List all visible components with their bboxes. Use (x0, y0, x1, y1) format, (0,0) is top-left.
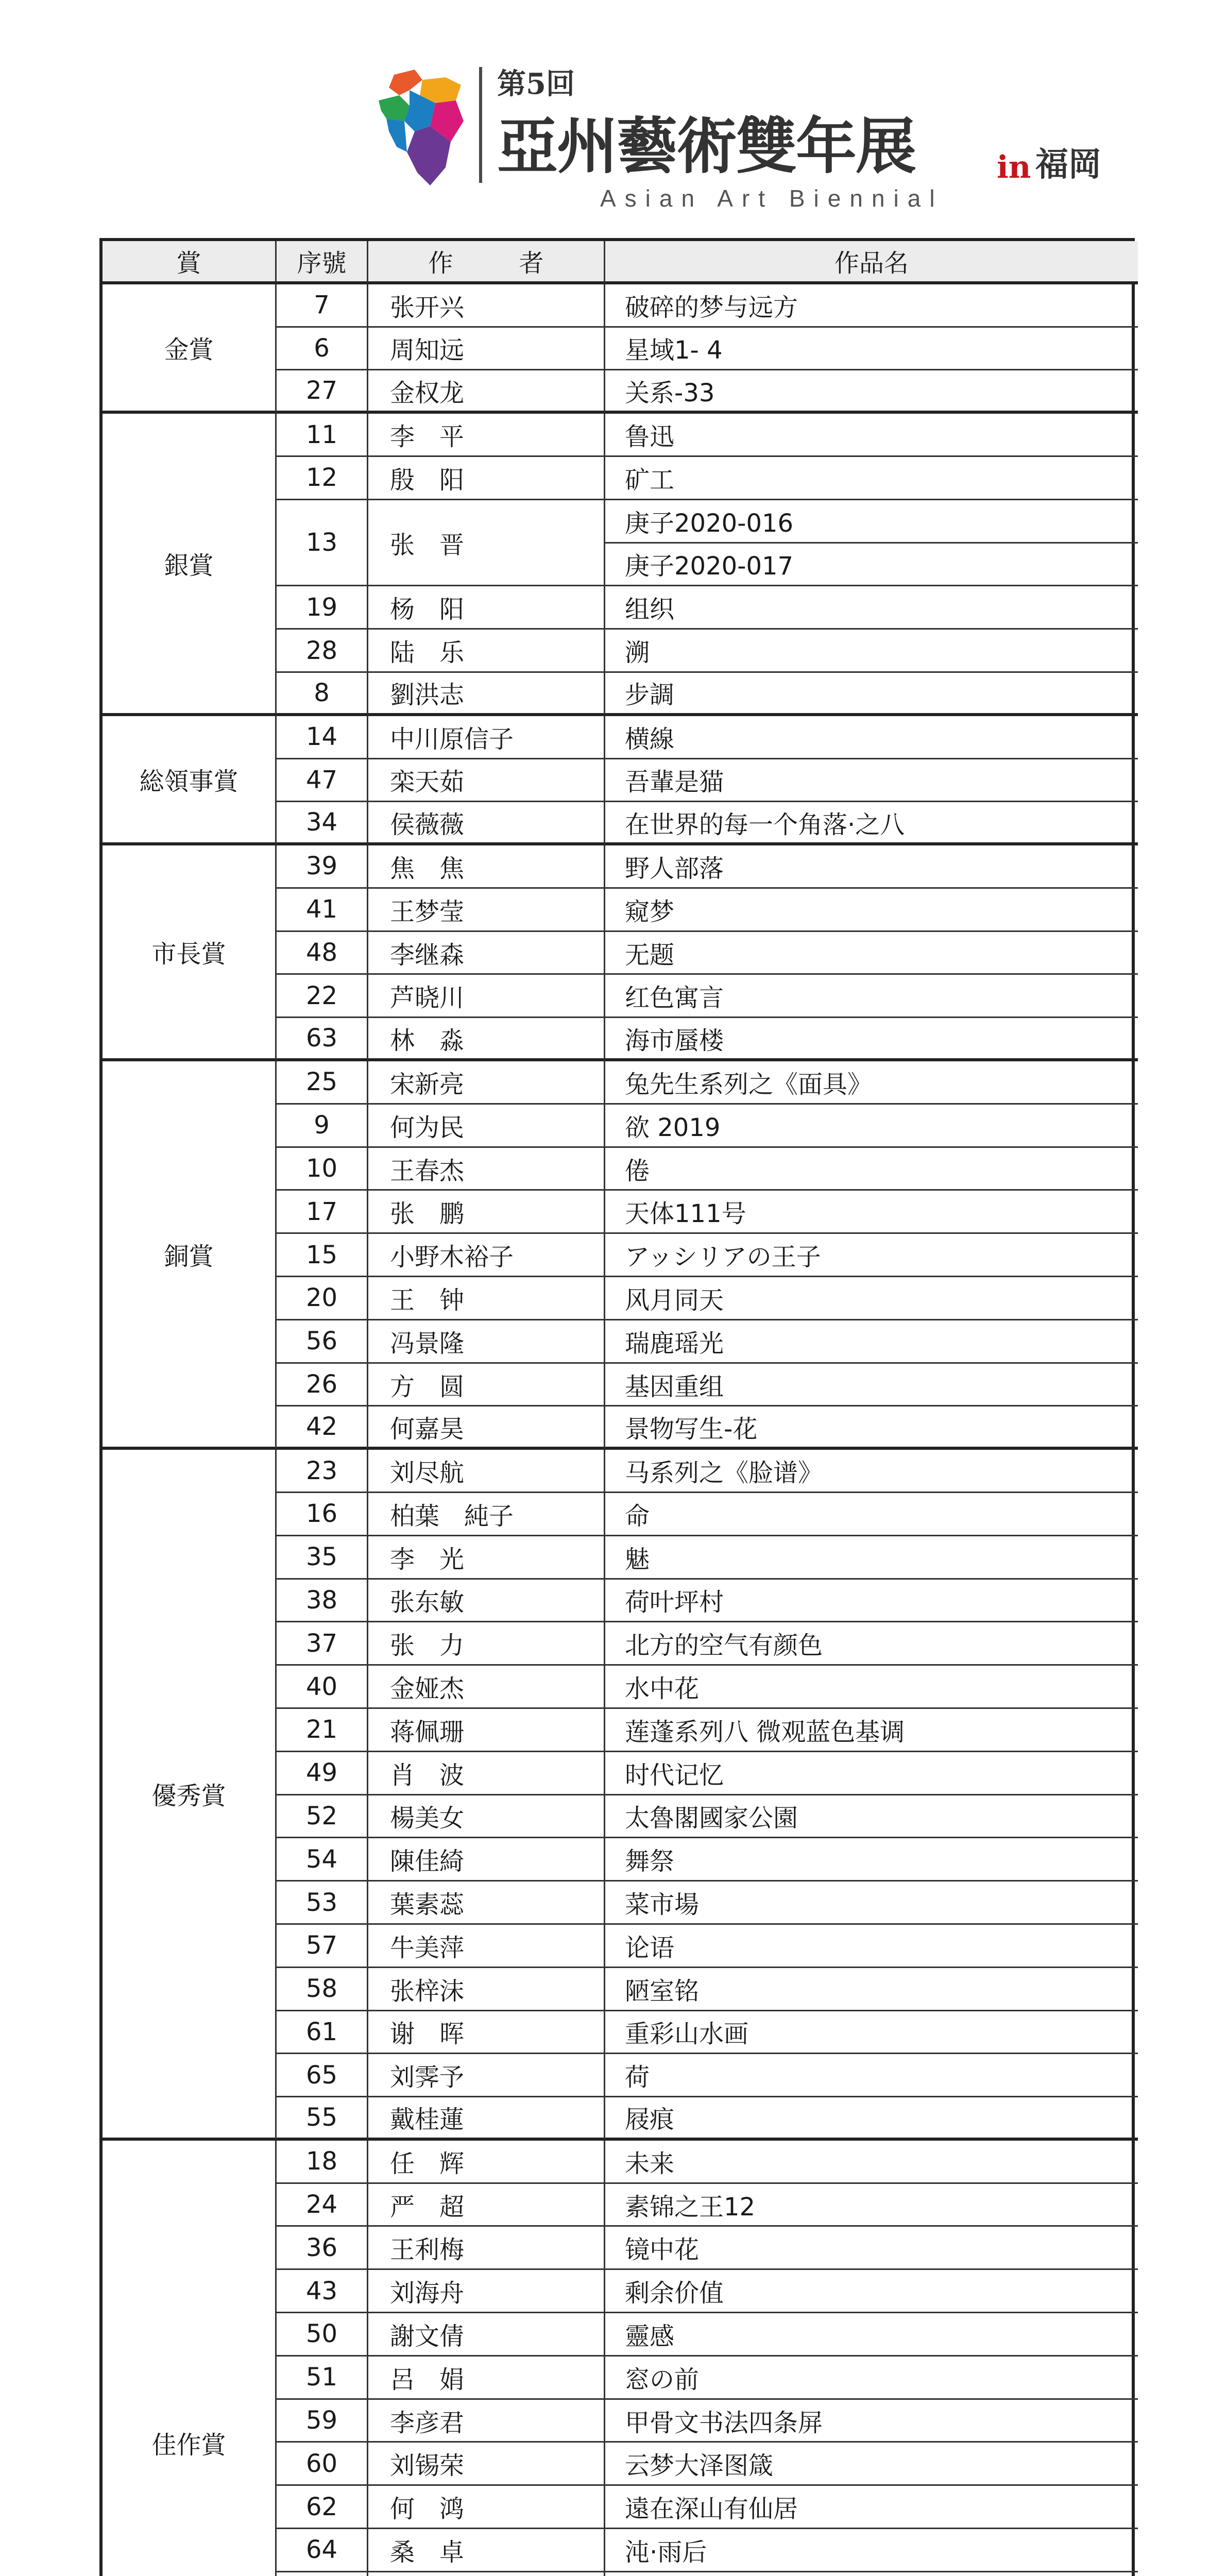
artwork-title: 溯 (605, 630, 1138, 673)
artist-name: 楊美女 (368, 1795, 605, 1839)
artist-name: 焦 焦 (368, 845, 605, 889)
artist-name: 陆 乐 (368, 630, 605, 673)
entry-number: 41 (277, 889, 368, 932)
artwork-title: 遠在深山有仙居 (605, 2486, 1138, 2529)
artwork-title: 倦 (605, 1148, 1138, 1191)
artist-name: 王梦莹 (368, 889, 605, 932)
artist-name: 葉素蕊 (368, 1882, 605, 1925)
artist-name: 李继森 (368, 932, 605, 975)
artist-name: 戴桂蓮 (368, 2097, 605, 2141)
artwork-title: 素锦之王12 (605, 2184, 1138, 2227)
entry-number: 10 (277, 1148, 368, 1191)
award-category: 佳作賞 (103, 2141, 277, 2576)
artwork-title: 镜中花 (605, 2227, 1138, 2270)
artwork-title: 荷叶坪村 (605, 1580, 1138, 1623)
artwork-title: 未来 (605, 2141, 1138, 2184)
artist-name: 严 超 (368, 2184, 605, 2227)
kyushu-map-logo-icon (379, 70, 471, 193)
award-category: 市長賞 (103, 845, 277, 1061)
entry-number: 52 (277, 1795, 368, 1839)
entry-number: 16 (277, 1493, 368, 1536)
entry-number: 17 (277, 1191, 368, 1234)
entry-number: 58 (277, 1968, 368, 2011)
artist-name: 张 鹏 (368, 1191, 605, 1234)
award-category: 銅賞 (103, 1061, 277, 1450)
artwork-title: 重彩山水画 (605, 2011, 1138, 2055)
artist-name: 何 鸿 (368, 2486, 605, 2529)
artist-name: 刘霁予 (368, 2054, 605, 2097)
header-number: 序號 (277, 241, 368, 284)
entry-number: 54 (277, 1838, 368, 1882)
artist-name: 芦晓川 (368, 975, 605, 1018)
header-work: 作品名 (605, 241, 1138, 284)
artwork-title: 舞祭 (605, 1838, 1138, 1882)
entry-number: 60 (277, 2443, 368, 2486)
entry-number: 63 (277, 1018, 368, 1061)
artist-name: 殷 阳 (368, 457, 605, 500)
artwork-title: 屐痕 (605, 2097, 1138, 2141)
artist-name: 方 圆 (368, 1364, 605, 1407)
entry-number: 51 (277, 2357, 368, 2400)
artist-name: 金权龙 (368, 370, 605, 414)
artwork-title: 无题 (605, 932, 1138, 975)
artwork-title: 窥梦 (605, 889, 1138, 932)
artist-name (368, 2572, 605, 2576)
artist-name: 张东敏 (368, 1580, 605, 1623)
entry-number: 21 (277, 1709, 368, 1752)
artwork-title: 天体111号 (605, 1191, 1138, 1234)
entry-number: 62 (277, 2486, 368, 2529)
entry-number: 56 (277, 1320, 368, 1364)
entry-number: 26 (277, 1364, 368, 1407)
artist-name: 何嘉昊 (368, 1406, 605, 1450)
award-category: 優秀賞 (103, 1450, 277, 2141)
artwork-title: 沌·雨后 (605, 2529, 1138, 2572)
artist-name: 肖 波 (368, 1752, 605, 1795)
entry-number: 25 (277, 1061, 368, 1105)
artist-name: 李彦君 (368, 2400, 605, 2443)
artwork-title: 太魯閣國家公園 (605, 1795, 1138, 1839)
entry-number: 7 (277, 284, 368, 328)
artwork-title: 关系-33 (605, 370, 1138, 414)
artwork-title: 风月同天 (605, 1277, 1138, 1320)
entry-number: 43 (277, 2270, 368, 2313)
entry-number: 23 (277, 1450, 368, 1493)
entry-number: 50 (277, 2313, 368, 2357)
city-label: 福岡 (1035, 145, 1101, 184)
artwork-title: 矿工 (605, 457, 1138, 500)
entry-number: 8 (277, 673, 368, 716)
artist-name: 张 力 (368, 1622, 605, 1666)
artwork-title: 甲骨文书法四条屏 (605, 2400, 1138, 2443)
artist-name: 王利梅 (368, 2227, 605, 2270)
artwork-title: 步調 (605, 673, 1138, 716)
entry-number: 42 (277, 1406, 368, 1450)
artist-name: 张开兴 (368, 284, 605, 328)
entry-number: 14 (277, 716, 368, 759)
entry-number: 65 (277, 2054, 368, 2097)
entry-number: 15 (277, 1234, 368, 1277)
entry-number: 19 (277, 586, 368, 630)
artist-name: 任 辉 (368, 2141, 605, 2184)
artwork-title: 剩余价值 (605, 2270, 1138, 2313)
artist-name: 刘尽航 (368, 1450, 605, 1493)
entry-number: 12 (277, 457, 368, 500)
artist-name: 桑 卓 (368, 2529, 605, 2572)
artwork-title: 瑞鹿瑶光 (605, 1320, 1138, 1364)
artist-name: 杨 阳 (368, 586, 605, 630)
artwork-title: 野人部落 (605, 845, 1138, 889)
artwork-title: 论语 (605, 1925, 1138, 1968)
artwork-title: 庚子2020-016 (605, 500, 1138, 544)
header-divider (479, 67, 482, 183)
artist-name: 张 晋 (368, 500, 605, 587)
artwork-title: 景物写生-花 (605, 1406, 1138, 1450)
artist-name: 李 光 (368, 1536, 605, 1580)
edition-label: 第5回 (497, 67, 575, 101)
artwork-title: 欲 2019 (605, 1105, 1138, 1148)
entry-number: 47 (277, 759, 368, 803)
artwork-title: 组织 (605, 586, 1138, 630)
artwork-title: 北方的空气有颜色 (605, 1622, 1138, 1666)
entry-number: 55 (277, 2097, 368, 2141)
entry-number: 9 (277, 1105, 368, 1148)
artist-name: 刘锡荣 (368, 2443, 605, 2486)
artwork-title: 海市蜃楼 (605, 1018, 1138, 1061)
entry-number: 49 (277, 1752, 368, 1795)
artwork-title: 红色寓言 (605, 975, 1138, 1018)
artist-name: 宋新亮 (368, 1061, 605, 1105)
artist-name: 呂 娟 (368, 2357, 605, 2400)
award-category: 銀賞 (103, 414, 277, 716)
artist-name: 谢 晖 (368, 2011, 605, 2055)
award-category: 金賞 (103, 284, 277, 414)
artist-name: 謝文倩 (368, 2313, 605, 2357)
artwork-title: アッシリアの王子 (605, 1234, 1138, 1277)
entry-number: 53 (277, 1882, 368, 1925)
artwork-title: 莲蓬系列八 微观蓝色基调 (605, 1709, 1138, 1752)
entry-number (277, 2572, 368, 2576)
entry-number: 13 (277, 500, 368, 587)
entry-number: 22 (277, 975, 368, 1018)
entry-number: 20 (277, 1277, 368, 1320)
award-category: 総領事賞 (103, 716, 277, 845)
entry-number: 28 (277, 630, 368, 673)
artist-name: 冯景隆 (368, 1320, 605, 1364)
entry-number: 57 (277, 1925, 368, 1968)
entry-number: 38 (277, 1580, 368, 1623)
entry-number: 59 (277, 2400, 368, 2443)
entry-number: 11 (277, 414, 368, 457)
artwork-title: 兔先生系列之《面具》 (605, 1061, 1138, 1105)
artist-name: 栾天茹 (368, 759, 605, 803)
header-award: 賞 (103, 241, 277, 284)
header-author: 作 者 (368, 241, 605, 284)
artwork-title: 窓の前 (605, 2357, 1138, 2400)
artwork-title: 时代记忆 (605, 1752, 1138, 1795)
entry-number: 48 (277, 932, 368, 975)
artwork-title: 陋室铭 (605, 1968, 1138, 2011)
entry-number: 61 (277, 2011, 368, 2055)
artwork-title: 星域1- 4 (605, 328, 1138, 371)
entry-number: 39 (277, 845, 368, 889)
artwork-title: 马系列之《脸谱》 (605, 1450, 1138, 1493)
artwork-title: 吾輩是猫 (605, 759, 1138, 803)
exhibition-title: 亞州藝術雙年展 (497, 110, 916, 182)
artist-name: 王 钟 (368, 1277, 605, 1320)
artist-name: 劉洪志 (368, 673, 605, 716)
artwork-title: 水中花 (605, 1666, 1138, 1709)
entry-number: 36 (277, 2227, 368, 2270)
artist-name: 陳佳綺 (368, 1838, 605, 1882)
entry-number: 24 (277, 2184, 368, 2227)
artwork-title: 破碎的梦与远方 (605, 284, 1138, 328)
english-subtitle: Asian Art Biennial (600, 185, 944, 212)
header (0, 0, 1227, 238)
entry-number: 64 (277, 2529, 368, 2572)
artwork-title: 基因重组 (605, 1364, 1138, 1407)
artist-name: 蒋佩珊 (368, 1709, 605, 1752)
artwork-title: 云梦大泽图箴 (605, 2443, 1138, 2486)
artwork-title: 魅 (605, 1536, 1138, 1580)
artwork-title: 荷 (605, 2054, 1138, 2097)
artist-name: 柏葉 純子 (368, 1493, 605, 1536)
artist-name: 张梓沫 (368, 1968, 605, 2011)
artwork-title: 在世界的每一个角落·之八 (605, 802, 1138, 845)
artwork-title: 靈感 (605, 2313, 1138, 2357)
entry-number: 37 (277, 1622, 368, 1666)
artist-name: 何为民 (368, 1105, 605, 1148)
artwork-title: 庚子2020-017 (605, 544, 1138, 587)
artwork-title (605, 2572, 1138, 2576)
artist-name: 林 淼 (368, 1018, 605, 1061)
entry-number: 40 (277, 1666, 368, 1709)
artist-name: 王春杰 (368, 1148, 605, 1191)
artist-name: 牛美萍 (368, 1925, 605, 1968)
artist-name: 小野木裕子 (368, 1234, 605, 1277)
artist-name: 周知远 (368, 328, 605, 371)
entry-number: 34 (277, 802, 368, 845)
entry-number: 35 (277, 1536, 368, 1580)
entry-number: 18 (277, 2141, 368, 2184)
artwork-title: 命 (605, 1493, 1138, 1536)
artist-name: 刘海舟 (368, 2270, 605, 2313)
artist-name: 中川原信子 (368, 716, 605, 759)
in-label: in (997, 149, 1031, 185)
entry-number: 6 (277, 328, 368, 371)
artist-name: 金娅杰 (368, 1666, 605, 1709)
awards-table (99, 238, 1135, 2576)
artist-name: 李 平 (368, 414, 605, 457)
artwork-title: 鲁迅 (605, 414, 1138, 457)
artist-name: 侯薇薇 (368, 802, 605, 845)
entry-number: 27 (277, 370, 368, 414)
artwork-title: 横線 (605, 716, 1138, 759)
artwork-title: 菜市場 (605, 1882, 1138, 1925)
